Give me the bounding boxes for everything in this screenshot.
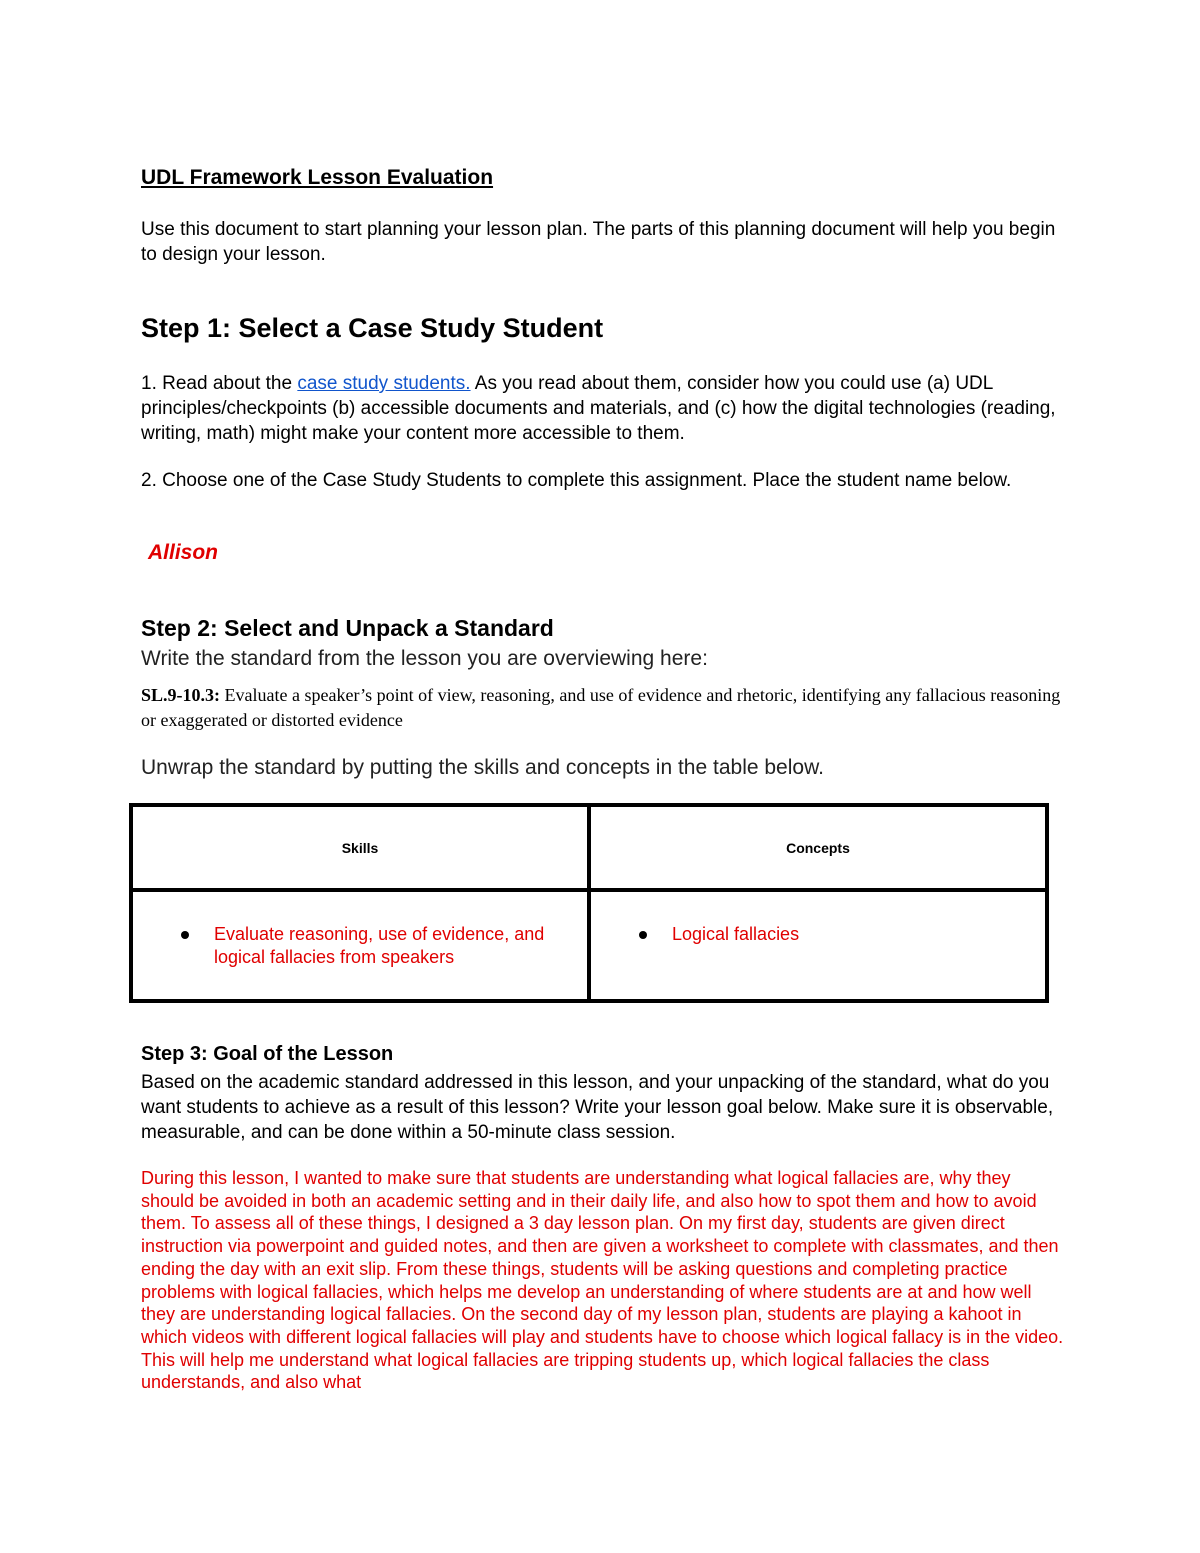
document-title: UDL Framework Lesson Evaluation <box>141 166 494 189</box>
standard-text <box>141 683 1061 733</box>
step3-heading: Step 3: Goal of the Lesson <box>141 1043 394 1065</box>
step1-heading: Step 1: Select a Case Study Student <box>141 313 604 343</box>
unwrap-prompt: Unwrap the standard by putting the skills and concepts in the table below. <box>141 756 824 779</box>
bullet-icon <box>639 931 647 939</box>
skills-cell <box>131 890 589 1001</box>
concepts-cell <box>589 890 1047 1001</box>
skills-concepts-table <box>129 803 1049 1003</box>
step1-item-1-prefix: 1. Read about the <box>141 373 298 394</box>
table-row <box>131 890 1047 1001</box>
concepts-list <box>591 892 1045 946</box>
list-item <box>591 923 1045 946</box>
standard-code: SL.9-10.3: <box>141 685 221 705</box>
student-name: Allison <box>148 541 219 564</box>
goal-answer: During this lesson, I wanted to make sure that students are understanding what logical fallacies are, why they should be avoided in both an academic setting and in their daily life, and also how to spot them and how to avoid them. To assess all of these things, I designed a 3 day lesson plan. On my first day, students are given direct instruction via powerpoint and guided notes, and then are given a worksheet to complete with classmates, and then ending the day with an exit slip. From these things, students will be asking questions and completing practice problems with logical fallacies, which helps me develop an understanding of where students are at and how well they are understanding logical fallacies. On the second day of my lesson plan, students are playing a kahoot in which videos with different logical fallacies will play and students have to choose which logical fallacy is in the video. This will help me understand what logical fallacies are tripping students up, which logical fallacies the class understands, and also what <box>141 1168 1064 1393</box>
concepts-header: Concepts <box>589 805 1047 890</box>
concept-text: Logical fallacies <box>672 924 800 944</box>
list-item <box>133 923 587 969</box>
skills-header: Skills <box>131 805 589 890</box>
step1-item-1 <box>141 371 1071 446</box>
intro-paragraph: Use this document to start planning your lesson plan. The parts of this planning document will help you begin to design your lesson. <box>141 219 1056 265</box>
step2-heading: Step 2: Select and Unpack a Standard <box>141 615 554 641</box>
case-study-students-link[interactable]: case study students. <box>297 373 471 394</box>
step1-item-2: 2. Choose one of the Case Study Students to complete this assignment. Place the student name below. <box>141 470 1012 491</box>
skill-text: Evaluate reasoning, use of evidence, and logical fallacies from speakers <box>214 924 545 967</box>
bullet-icon <box>181 931 189 939</box>
standard-prompt: Write the standard from the lesson you are overviewing here: <box>141 647 708 670</box>
step1-item-1-rest: As you read about them, consider how you could use (a) UDL principles/checkpoints (b) accessible documents and materials, and (c) how the digital technologies (reading, writing, math) might make your content more accessible to them. <box>141 373 1056 444</box>
standard-description: Evaluate a speaker’s point of view, reasoning, and use of evidence and rhetoric, identifying any fallacious reasoning or exaggerated or distorted evidence <box>141 685 1061 730</box>
skills-list <box>133 892 587 969</box>
table-header-row <box>131 805 1047 890</box>
goal-prompt: Based on the academic standard addressed in this lesson, and your unpacking of the standard, what do you want students to achieve as a result of this lesson? Write your lesson goal below. Make sure it is observable, measurable, and can be done within a 50-minute class session. <box>141 1072 1054 1143</box>
